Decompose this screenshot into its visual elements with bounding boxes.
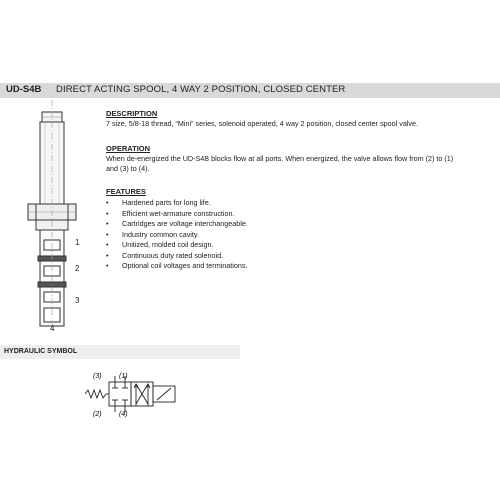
hydraulic-symbol-heading: HYDRAULIC SYMBOL bbox=[4, 348, 78, 355]
bullet: • bbox=[106, 229, 109, 239]
description-section bbox=[106, 109, 496, 129]
list-item: • Unitized, molded coil design. bbox=[106, 240, 214, 249]
cartridge-valve-drawing bbox=[0, 100, 100, 330]
list-item: • Industry common cavity. bbox=[106, 229, 199, 239]
bullet: • bbox=[106, 219, 109, 228]
bullet: • bbox=[106, 250, 109, 260]
bullet: • bbox=[106, 208, 109, 218]
port-label-4: 4 bbox=[50, 324, 55, 333]
list-item: • Hardened parts for long life. bbox=[106, 198, 211, 207]
hydraulic-symbol bbox=[85, 368, 185, 420]
page-title: DIRECT ACTING SPOOL, 4 WAY 2 POSITION, CLOSED CENTER bbox=[56, 84, 346, 95]
description-heading: DESCRIPTION bbox=[106, 109, 158, 118]
bullet: • bbox=[106, 198, 109, 207]
features-section bbox=[106, 187, 496, 272]
operation-line-2: and (3) to (4). bbox=[106, 164, 150, 173]
list-item: • Efficient wet-armature construction. bbox=[106, 208, 235, 218]
title-bar bbox=[0, 83, 500, 98]
bullet: • bbox=[106, 261, 109, 270]
port-label-1: 1 bbox=[75, 238, 80, 247]
list-item: • Continuous duty rated solenoid. bbox=[106, 250, 224, 260]
hydraulic-symbol-heading-bar bbox=[0, 345, 240, 359]
features-list bbox=[106, 198, 496, 272]
list-item: • Cartridges are voltage interchangeable. bbox=[106, 219, 248, 228]
list-item: • Optional coil voltages and terminations. bbox=[106, 261, 248, 270]
operation-line-1: When de-energized the UD-S4B blocks flow at all ports. When energized, the valve allows flow from (2) to (1) bbox=[106, 154, 454, 163]
symbol-port-label-1: (1) bbox=[119, 373, 128, 380]
symbol-port-label-3: (3) bbox=[93, 373, 102, 380]
port-label-2: 2 bbox=[75, 264, 80, 273]
model-code: UD-S4B bbox=[6, 84, 42, 95]
symbol-port-label-4: (4) bbox=[119, 411, 128, 418]
bullet: • bbox=[106, 240, 109, 249]
description-text: 7 size, 5/8-18 thread, “Mini” series, solenoid operated, 4 way 2 position, closed center spool valve. bbox=[106, 119, 419, 128]
operation-section bbox=[106, 144, 496, 174]
symbol-port-label-2: (2) bbox=[93, 411, 102, 418]
port-label-3: 3 bbox=[75, 296, 80, 305]
operation-heading: OPERATION bbox=[106, 144, 151, 153]
features-heading: FEATURES bbox=[106, 187, 146, 196]
